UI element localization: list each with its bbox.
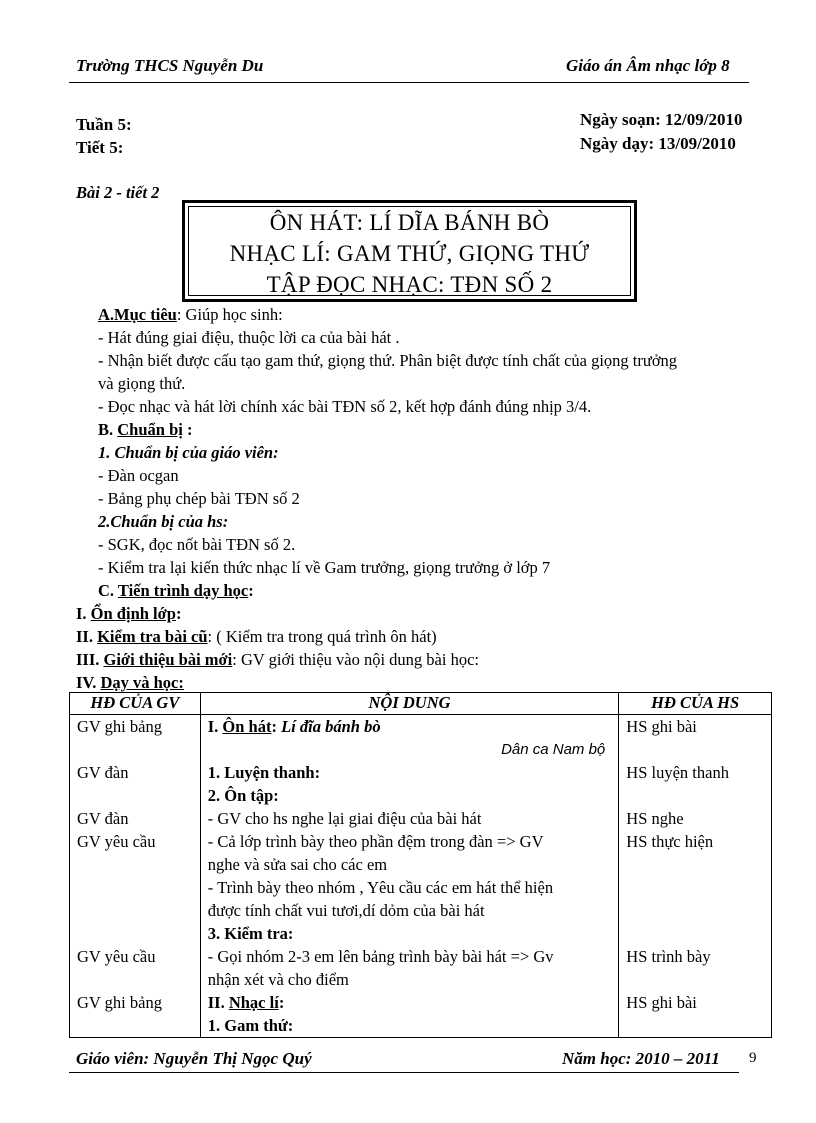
process-suffix: : [248,581,254,600]
col-header-student: HĐ CỦA HS [619,693,772,715]
objectives-list [98,326,778,418]
teacher-prep-heading: 1. Chuẩn bị của giáo viên: [98,443,279,462]
col-header-teacher: HĐ CỦA GV [70,693,201,715]
objectives-label: A.Mục tiêu [98,305,177,324]
process-step: II. Kiểm tra bài cũ: ( Kiểm tra trong quá trình ôn hát) [76,627,437,646]
title-line-1: ÔN HÁT: LÍ DĨA BÁNH BÒ [269,210,550,235]
student-prep-item: - SGK, đọc nốt bài TĐN số 2. [98,535,296,554]
footer-year: Năm học: 2010 – 2011 [562,1049,720,1068]
process-step: III. Giới thiệu bài mới: GV giới thiệu vào nội dung bài học: [76,650,479,669]
teacher-prep-item: - Bảng phụ chép bài TĐN số 2 [98,489,300,508]
period-label: Tiết 5: [76,138,124,157]
header-rule [69,82,749,83]
process-step: I. Ổn định lớp: [76,604,182,623]
process-label: Tiến trình dạy học [117,581,249,600]
footer-teacher: Giáo viên: Nguyễn Thị Ngọc Quý [76,1049,312,1068]
objectives-section [98,303,768,326]
teaching-date: Ngày dạy: 13/09/2010 [580,134,736,153]
week-label: Tuần 5: [76,115,132,134]
title-line-3: TẬP ĐỌC NHẠC: TĐN SỐ 2 [266,272,553,297]
table-row [70,715,772,1038]
activity-table [69,692,772,1038]
title-box [182,200,637,302]
preparation-section [98,418,778,602]
objective-item: - Đọc nhạc và hát lời chính xác bài TĐN số 2, kết hợp đánh đúng nhịp 3/4. [98,397,592,416]
process-steps [76,602,776,694]
student-prep-item: - Kiểm tra lại kiến thức nhạc lí về Gam trưởng, giọng trưởng ở lớp 7 [98,558,551,577]
teacher-activity-cell: GV ghi bảng GV đàn GV đàn GV yêu cầu GV yêu cầu GV ghi bảng [70,715,201,1038]
prep-prefix: B. [98,420,118,439]
page-number: 9 [749,1050,757,1066]
header-subject: Giáo án Âm nhạc lớp 8 [566,56,730,75]
objective-item: - Nhận biết được cấu tạo gam thứ, giọng thứ. Phân biệt được tính chất của giọng trưởng [98,351,678,370]
objectives-intro: : Giúp học sinh: [176,305,283,324]
process-prefix: C. [98,581,118,600]
prep-label: Chuẩn bị [117,420,183,439]
lesson-ref: Bài 2 - tiết 2 [76,183,160,202]
footer-rule [69,1072,739,1073]
student-prep-heading: 2.Chuẩn bị của hs: [98,512,229,531]
student-activity-cell: HS ghi bài HS luyện thanh HS nghe HS thực hiện HS trình bày HS ghi bài [619,715,772,1038]
content-cell: I. Ôn hát: Lí đĩa bánh bò Dân ca Nam bộ 1. Luyện thanh: 2. Ôn tập: - GV cho hs nghe lại giai điệu của bài hát - Cả lớp trình bày theo phần đệm trong đàn => GV nghe và sửa sai cho các em - Trình bày theo nhóm , Yêu cầu các em hát thể hiện được tính chất vui tươi,dí dỏm của bài hát 3. Kiểm tra: - Gọi nhóm 2-3 em lên bảng trình bày bài hát => Gv nhận xét và cho điểm II. Nhạc lí: 1. Gam thứ: [200,715,619,1038]
objective-item: và giọng thứ. [98,374,186,393]
song-origin: Dân ca Nam bộ [501,741,606,758]
process-step: IV. Dạy và học: [76,673,184,692]
col-header-content: NỘI DUNG [200,693,619,715]
objective-item: - Hát đúng giai điệu, thuộc lời ca của bài hát . [98,328,400,347]
prep-suffix: : [182,420,193,439]
prepared-date: Ngày soạn: 12/09/2010 [580,110,743,129]
header-school: Trường THCS Nguyễn Du [76,56,264,75]
title-line-2: NHẠC LÍ: GAM THỨ, GIỌNG THỨ [229,241,590,266]
teacher-prep-item: - Đàn ocgan [98,466,179,485]
